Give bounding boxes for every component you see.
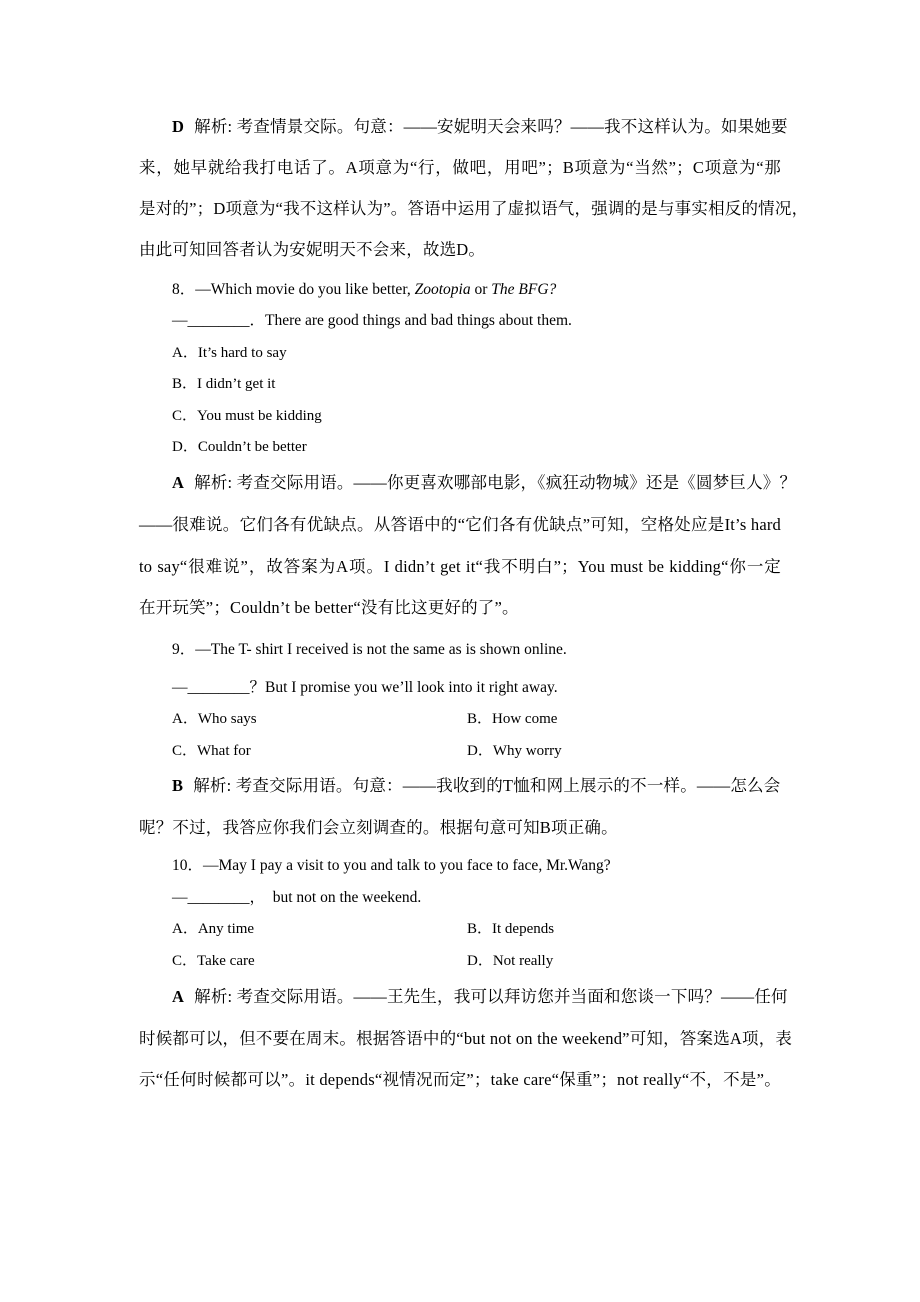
q8-response: —________．There are good things and bad things about them. <box>172 312 572 329</box>
q8-movie-1: Zootopia <box>414 281 471 298</box>
q8-explanation-line-1 <box>172 473 796 493</box>
q8-number: 8． <box>172 281 196 298</box>
q9-number: 9． <box>172 641 196 658</box>
q7-explanation-line-3: 是对的”；D项意为“我不这样认为”。答语中运用了虚拟语气，强调的是与事实相反的情况， <box>139 199 809 218</box>
q7-explanation-text-1: 考查情景交际。句意：——安妮明天会来吗？——我不这样认为。如果她要 <box>236 117 788 136</box>
q10-explanation-line-2: 时候都可以，但不要在周末。根据答语中的“but not on the weekend”可知，答案选A项，表 <box>139 1029 793 1048</box>
q10-explanation-line-1 <box>172 987 788 1007</box>
q8-option-a: A．It’s hard to say <box>172 345 287 361</box>
q8-answer-key: A <box>172 473 185 492</box>
q9-option-d: D．Why worry <box>467 743 562 759</box>
q7-explanation-line-2: 来，她早就给我打电话了。A项意为“行，做吧，用吧”；B项意为“当然”；C项意为“那 <box>139 158 781 177</box>
q10-stem <box>172 856 611 876</box>
q9-response: —________？But I promise you we’ll look into it right away. <box>172 679 558 696</box>
q10-option-c: C．Take care <box>172 953 255 969</box>
q8-analysis-label: 解析: <box>194 473 233 492</box>
q8-option-b: B．I didn’t get it <box>172 376 276 392</box>
q10-option-b: B．It depends <box>467 921 555 937</box>
q10-answer-key: A <box>172 987 185 1006</box>
q9-analysis-label: 解析: <box>193 776 232 795</box>
q8-or: or <box>470 281 492 298</box>
q8-stem <box>172 280 556 300</box>
q10-option-a: A．Any time <box>172 921 255 937</box>
q8-option-c: C．You must be kidding <box>172 408 322 424</box>
q9-stem-text: —The T- shirt I received is not the same as is shown online. <box>195 641 567 658</box>
q9-explanation-line-2: 呢？不过，我答应你我们会立刻调查的。根据句意可知B项正确。 <box>139 818 618 837</box>
q9-explanation-text-1: 考查交际用语。句意：——我收到的T恤和网上展示的不一样。——怎么会 <box>235 776 781 795</box>
q10-number: 10． <box>172 857 204 874</box>
q10-option-d: D．Not really <box>467 953 554 969</box>
q9-answer-key: B <box>172 776 184 795</box>
q9-explanation-line-1 <box>172 776 780 796</box>
q10-response: —________， but not on the weekend. <box>172 889 422 906</box>
q10-stem-text: —May I pay a visit to you and talk to you face to face, Mr.Wang? <box>203 857 611 874</box>
q9-stem <box>172 640 567 660</box>
q8-movie-2: The BFG? <box>491 281 557 298</box>
q10-explanation-text-1: 考查交际用语。——王先生，我可以拜访您并当面和您谈一下吗？——任何 <box>236 987 788 1006</box>
q8-explanation-line-2: ——很难说。它们各有优缺点。从答语中的“它们各有优缺点”可知，空格处应是It’s hard <box>139 515 781 534</box>
q8-option-d: D．Couldn’t be better <box>172 439 307 455</box>
q8-explanation-line-4: 在开玩笑”；Couldn’t be better“没有比这更好的了”。 <box>139 598 519 617</box>
q10-analysis-label: 解析: <box>194 987 233 1006</box>
q9-option-c: C．What for <box>172 743 251 759</box>
q10-explanation-line-3: 示“任何时候都可以”。it depends“视情况而定”；take care“保重”；not really“不，不是”。 <box>139 1070 781 1089</box>
q8-stem-prefix: —Which movie do you like better, <box>195 281 415 298</box>
q8-explanation-line-3: to say“很难说”，故答案为A项。I didn’t get it“我不明白”；You must be kidding“你一定 <box>139 557 781 576</box>
q7-explanation-line-4: 由此可知回答者认为安妮明天不会来，故选D。 <box>139 240 486 259</box>
q9-option-a: A．Who says <box>172 711 257 727</box>
q7-explanation-line-1 <box>172 117 788 137</box>
q8-explanation-text-1: 考查交际用语。——你更喜欢哪部电影，《疯狂动物城》还是《圆梦巨人》？ <box>236 473 797 492</box>
q9-option-b: B．How come <box>467 711 558 727</box>
q7-answer-key: D <box>172 117 185 136</box>
q7-analysis-label: 解析: <box>194 117 233 136</box>
